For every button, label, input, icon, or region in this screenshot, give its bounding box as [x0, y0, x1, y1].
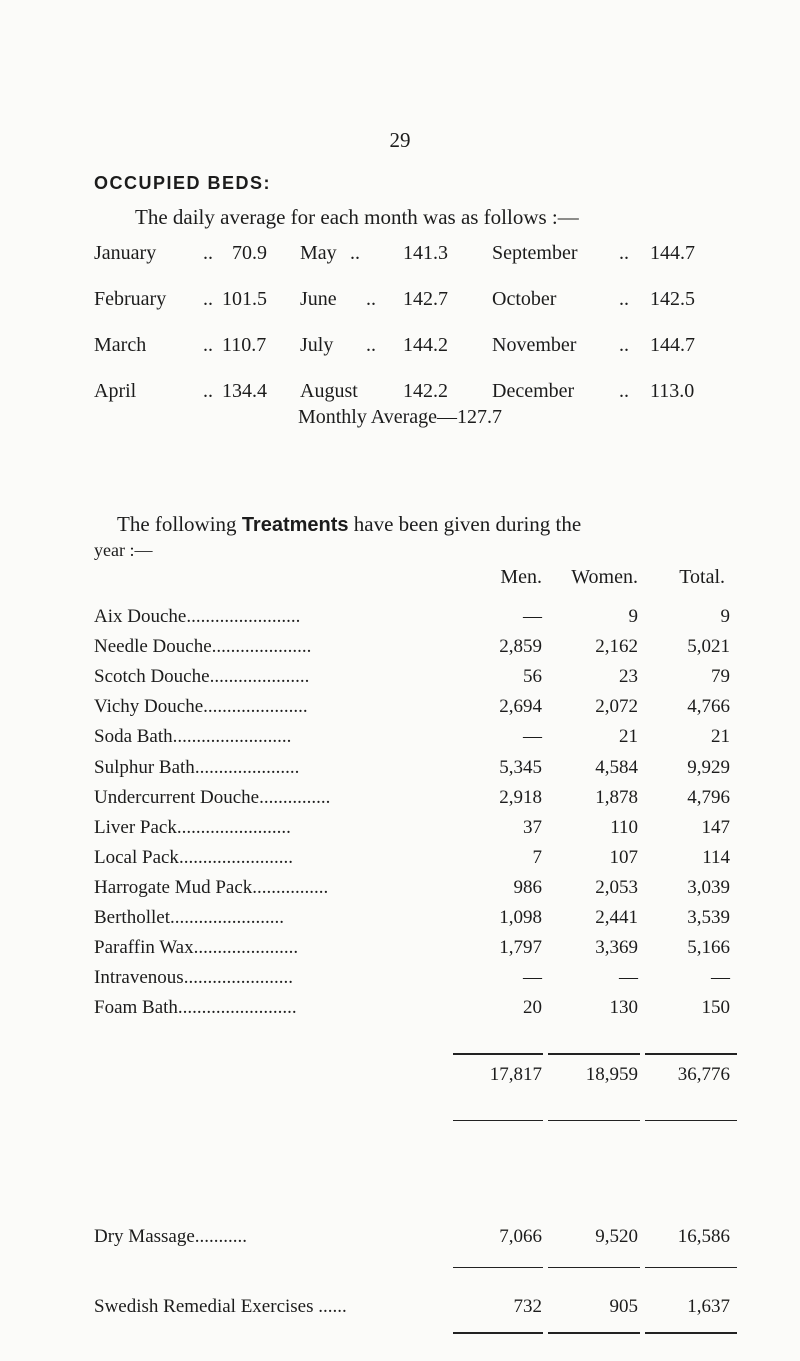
- dry-massage-label: Dry Massage...........: [94, 1226, 248, 1247]
- treatment-women: 4,584: [595, 756, 638, 778]
- treatment-women: 110: [610, 816, 638, 838]
- month-value: 144.2: [403, 334, 448, 356]
- rule-women: [548, 1267, 640, 1268]
- month-separator: ..: [203, 380, 213, 402]
- lower-rule-women: [548, 1120, 640, 1121]
- treatment-name: Local Pack........................: [94, 846, 293, 868]
- rule-total: [645, 1267, 737, 1268]
- month-separator: ..: [619, 242, 629, 264]
- lower-rule-men: [453, 1120, 543, 1121]
- treatments-intro-line2: year :—: [94, 540, 153, 560]
- treatment-name: Aix Douche........................: [94, 606, 301, 627]
- treatment-name: Needle Douche.....................: [94, 636, 312, 658]
- leader-dots: .......................: [183, 967, 293, 989]
- treatment-name: Sulphur Bath......................: [94, 756, 300, 778]
- treatment-row: [94, 877, 734, 907]
- treatment-total: 21: [711, 726, 730, 748]
- dry-massage-women: 9,520: [595, 1226, 638, 1247]
- total-rule-men: [453, 1053, 543, 1055]
- swedish-row: [94, 1296, 734, 1326]
- month-value: 134.4: [222, 380, 267, 402]
- treatment-total: 147: [701, 816, 730, 838]
- month-separator: ..: [203, 242, 213, 264]
- treatment-total: 3,539: [687, 907, 730, 928]
- treatment-name: Foam Bath.........................: [94, 997, 297, 1019]
- treatment-name: Liver Pack........................: [94, 816, 291, 838]
- month-name: October: [492, 288, 557, 310]
- leader-dots: .....................: [211, 636, 312, 658]
- leader-dots: ...............: [259, 786, 331, 808]
- treatment-men: 1,098: [499, 907, 542, 928]
- treatment-women: 21: [619, 726, 638, 748]
- beds-row: [94, 288, 734, 334]
- treatment-name: Intravenous.......................: [94, 967, 293, 989]
- treatment-name: Berthollet........................: [94, 907, 284, 928]
- treatment-men: 7: [532, 846, 542, 868]
- treatment-row: [94, 937, 734, 967]
- treatment-total: 5,021: [687, 636, 730, 658]
- treatment-men: 20: [523, 997, 542, 1019]
- month-name: September: [492, 242, 578, 264]
- leader-dots: ........................: [186, 606, 301, 627]
- section-heading-occupied-beds: OCCUPIED BEDS:: [94, 173, 272, 193]
- treatment-women: 1,878: [595, 786, 638, 808]
- treatment-women: 2,441: [595, 907, 638, 928]
- month-value: 110.7: [222, 334, 267, 356]
- bottom-rule-men: [453, 1332, 543, 1334]
- total-total: 36,776: [677, 1064, 730, 1085]
- treatment-row: [94, 696, 734, 726]
- treatment-name: Scotch Douche.....................: [94, 666, 310, 688]
- month-name: February: [94, 288, 167, 310]
- treatment-row: [94, 997, 734, 1027]
- treatment-total: 9: [720, 606, 730, 627]
- month-value: 144.7: [650, 334, 695, 356]
- lower-rule-total: [645, 1120, 737, 1121]
- bottom-rule-total: [645, 1332, 737, 1334]
- month-name: December: [492, 380, 575, 402]
- treatment-total: 114: [702, 846, 730, 868]
- treatment-total: —: [711, 967, 730, 989]
- treatment-total: 4,766: [687, 696, 730, 718]
- month-separator: ..: [619, 380, 629, 402]
- month-separator: ..: [366, 288, 376, 310]
- treatment-name: Soda Bath.........................: [94, 726, 292, 748]
- month-name: June: [300, 288, 337, 310]
- beds-monthly-table: [94, 242, 734, 426]
- leader-dots: ........................: [169, 907, 284, 928]
- leader-dots: ......................: [193, 937, 299, 959]
- month-value: 142.7: [403, 288, 448, 310]
- treatment-total: 4,796: [687, 786, 730, 808]
- treatment-row: [94, 726, 734, 756]
- treatment-row: [94, 666, 734, 696]
- treatment-men: 1,797: [499, 937, 542, 959]
- leader-dots: ......................: [203, 696, 308, 718]
- month-name: November: [492, 334, 577, 356]
- treatment-total: 150: [701, 997, 730, 1019]
- total-men: 17,817: [489, 1064, 542, 1085]
- month-value: 142.2: [403, 380, 448, 402]
- treatment-women: 9: [628, 606, 638, 627]
- treatment-men: —: [523, 726, 542, 748]
- month-name: May: [300, 242, 337, 264]
- treatment-men: 37: [523, 816, 542, 838]
- treatment-women: 2,072: [595, 696, 638, 718]
- swedish-total: 1,637: [687, 1296, 730, 1317]
- month-separator: ..: [350, 242, 360, 264]
- leader-dots: ................: [252, 876, 329, 898]
- treatment-name: Harrogate Mud Pack................: [94, 876, 329, 898]
- treatment-row: [94, 847, 734, 877]
- treatment-total: 3,039: [687, 876, 730, 898]
- treatment-name: Vichy Douche......................: [94, 696, 308, 718]
- total-women: 18,959: [585, 1064, 638, 1085]
- leader-dots: ......................: [194, 756, 300, 778]
- beds-intro: The daily average for each month was as follows :—: [135, 205, 579, 229]
- bottom-rule-women: [548, 1332, 640, 1334]
- beds-row: [94, 334, 734, 380]
- month-name: January: [94, 242, 157, 264]
- leader-dots: .........................: [177, 997, 297, 1019]
- treatment-women: 130: [609, 997, 638, 1019]
- treatment-men: 2,859: [499, 636, 542, 658]
- column-header-women: Women.: [571, 566, 638, 588]
- dry-massage-total: 16,586: [677, 1226, 730, 1247]
- month-name: August: [300, 380, 358, 402]
- dry-massage-men: 7,066: [499, 1226, 542, 1247]
- rule-men: [453, 1267, 543, 1268]
- dry-massage-row: [94, 1226, 734, 1256]
- treatment-row: [94, 787, 734, 817]
- beds-row: [94, 242, 734, 288]
- total-rule-total: [645, 1053, 737, 1055]
- treatment-row: [94, 967, 734, 997]
- treatment-total: 79: [711, 666, 730, 688]
- month-value: 70.9: [232, 242, 267, 264]
- monthly-average: Monthly Average—127.7: [297, 406, 503, 428]
- month-name: March: [94, 334, 147, 356]
- treatment-total: 9,929: [687, 756, 730, 778]
- month-value: 113.0: [650, 380, 695, 402]
- month-value: 101.5: [222, 288, 267, 310]
- treatment-men: 2,694: [499, 696, 542, 718]
- month-name: April: [94, 380, 137, 402]
- month-separator: ..: [203, 334, 213, 356]
- month-separator: ..: [619, 334, 629, 356]
- treatment-row: [94, 636, 734, 666]
- treatment-total: 5,166: [687, 937, 730, 959]
- month-separator: ..: [619, 288, 629, 310]
- treatments-intro-after: have been given during the: [353, 512, 582, 536]
- swedish-men: 732: [513, 1296, 542, 1317]
- leader-dots: .........................: [172, 726, 292, 748]
- swedish-label: Swedish Remedial Exercises ......: [94, 1296, 347, 1317]
- treatment-row: [94, 757, 734, 787]
- month-separator: ..: [366, 334, 376, 356]
- treatment-men: 56: [523, 666, 542, 688]
- month-name: July: [300, 334, 334, 356]
- treatment-name: Paraffin Wax......................: [94, 937, 299, 959]
- treatment-women: —: [619, 967, 638, 989]
- leader-dots: ........................: [176, 816, 291, 838]
- month-separator: ..: [203, 288, 213, 310]
- treatment-men: 5,345: [499, 756, 542, 778]
- column-header-total: Total.: [679, 566, 725, 588]
- treatment-men: —: [523, 606, 542, 627]
- totals-row: [94, 1064, 734, 1094]
- treatment-women: 3,369: [595, 937, 638, 959]
- treatment-row: [94, 817, 734, 847]
- treatment-men: 2,918: [499, 786, 542, 808]
- treatment-women: 23: [619, 666, 638, 688]
- month-value: 142.5: [650, 288, 695, 310]
- treatment-men: 986: [513, 876, 542, 898]
- month-value: 144.7: [650, 242, 695, 264]
- treatment-row: [94, 606, 734, 636]
- treatment-row: [94, 907, 734, 937]
- swedish-women: 905: [609, 1296, 638, 1317]
- total-rule-women: [548, 1053, 640, 1055]
- treatment-name: Undercurrent Douche...............: [94, 786, 331, 808]
- treatments-heading: Treatments: [241, 514, 349, 536]
- treatment-women: 2,162: [595, 636, 638, 658]
- column-header-men: Men.: [500, 566, 542, 588]
- treatments-intro: [117, 512, 581, 537]
- month-value: 141.3: [403, 242, 448, 264]
- treatment-women: 107: [609, 846, 638, 868]
- treatments-intro-before: The following: [117, 512, 237, 536]
- leader-dots: .....................: [209, 666, 310, 688]
- treatment-women: 2,053: [595, 876, 638, 898]
- treatment-men: —: [523, 967, 542, 989]
- leader-dots: ........................: [178, 846, 293, 868]
- page-number: 29: [389, 128, 411, 152]
